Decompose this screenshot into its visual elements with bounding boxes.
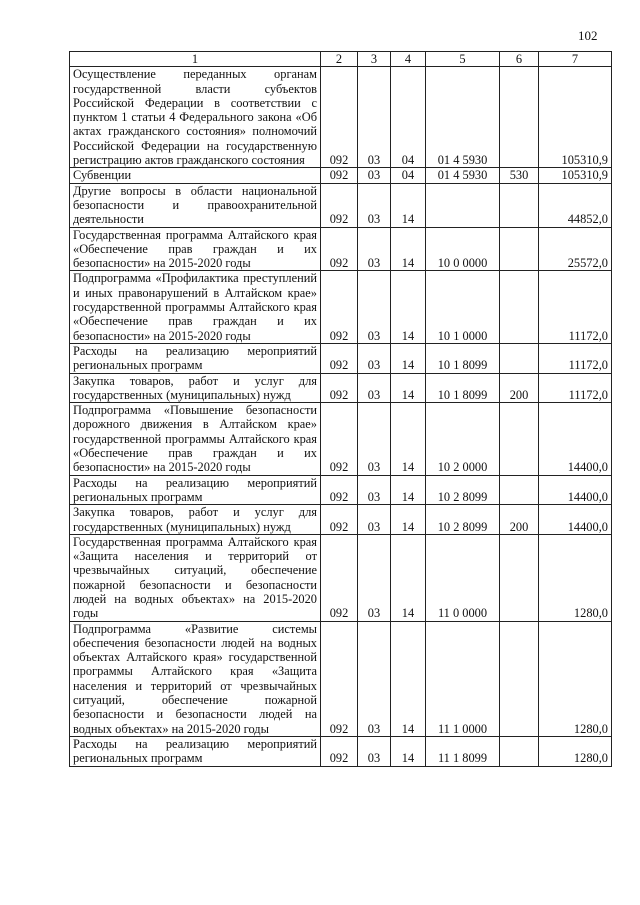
row-amount: 14400,0 <box>539 505 612 535</box>
row-section: 03 <box>358 168 391 183</box>
row-amount: 14400,0 <box>539 475 612 505</box>
row-subsection: 14 <box>391 475 426 505</box>
row-section: 03 <box>358 736 391 766</box>
row-subsection: 14 <box>391 621 426 736</box>
row-target-article: 11 1 0000 <box>426 621 500 736</box>
table-row <box>70 373 612 403</box>
budget-table <box>69 51 612 767</box>
table-row <box>70 227 612 271</box>
row-name: Расходы на реализацию мероприятий региональных программ <box>70 343 321 373</box>
row-ved: 092 <box>321 534 358 621</box>
row-target-article: 10 2 8099 <box>426 505 500 535</box>
row-target-article <box>426 183 500 227</box>
table-row <box>70 534 612 621</box>
row-amount: 105310,9 <box>539 168 612 183</box>
row-subsection: 14 <box>391 183 426 227</box>
row-expense-type <box>500 736 539 766</box>
row-ved: 092 <box>321 373 358 403</box>
row-subsection: 14 <box>391 373 426 403</box>
column-header: 3 <box>358 52 391 67</box>
row-name: Осуществление переданных органам государственной власти субъектов Российской Федерации в соответствии с пунктом 1 статьи 4 Федерального закона «Об актах гражданского состояния» полномочий Российской Федерации на государственную регистрацию актов гражданского состояния <box>70 67 321 168</box>
column-header: 6 <box>500 52 539 67</box>
row-ved: 092 <box>321 621 358 736</box>
row-expense-type <box>500 534 539 621</box>
row-target-article: 01 4 5930 <box>426 168 500 183</box>
row-name: Расходы на реализацию мероприятий региональных программ <box>70 736 321 766</box>
row-name: Другие вопросы в области национальной безопасности и правоохранительной деятельности <box>70 183 321 227</box>
table-row <box>70 505 612 535</box>
column-header: 2 <box>321 52 358 67</box>
row-ved: 092 <box>321 736 358 766</box>
column-header: 5 <box>426 52 500 67</box>
row-ved: 092 <box>321 168 358 183</box>
row-target-article: 11 1 8099 <box>426 736 500 766</box>
header-row <box>70 52 612 67</box>
row-name: Субвенции <box>70 168 321 183</box>
row-amount: 11172,0 <box>539 343 612 373</box>
row-target-article: 10 1 0000 <box>426 271 500 343</box>
table-row <box>70 475 612 505</box>
row-amount: 105310,9 <box>539 67 612 168</box>
column-header: 4 <box>391 52 426 67</box>
row-amount: 1280,0 <box>539 534 612 621</box>
column-header: 7 <box>539 52 612 67</box>
row-expense-type: 200 <box>500 373 539 403</box>
row-section: 03 <box>358 373 391 403</box>
row-target-article: 10 2 0000 <box>426 403 500 475</box>
row-ved: 092 <box>321 67 358 168</box>
row-amount: 1280,0 <box>539 736 612 766</box>
row-subsection: 14 <box>391 227 426 271</box>
table-row <box>70 621 612 736</box>
row-target-article: 10 2 8099 <box>426 475 500 505</box>
row-section: 03 <box>358 403 391 475</box>
page-number: 102 <box>578 28 598 43</box>
row-amount: 11172,0 <box>539 271 612 343</box>
row-expense-type <box>500 183 539 227</box>
row-subsection: 04 <box>391 67 426 168</box>
row-target-article: 10 1 8099 <box>426 373 500 403</box>
row-ved: 092 <box>321 183 358 227</box>
row-name: Расходы на реализацию мероприятий региональных программ <box>70 475 321 505</box>
row-amount: 1280,0 <box>539 621 612 736</box>
row-section: 03 <box>358 67 391 168</box>
row-ved: 092 <box>321 271 358 343</box>
table-row <box>70 736 612 766</box>
row-ved: 092 <box>321 403 358 475</box>
row-name: Подпрограмма «Повышение безопасности дорожного движения в Алтайском крае» государственной программы Алтайского края «Обеспечение прав граждан и их безопасности» на 2015-2020 годы <box>70 403 321 475</box>
row-expense-type <box>500 67 539 168</box>
row-target-article: 10 1 8099 <box>426 343 500 373</box>
row-name: Государственная программа Алтайского края «Защита населения и территорий от чрезвычайных ситуаций, обеспечение пожарной безопасности и безопасности людей на водных объектах» на 2015-2020 годы <box>70 534 321 621</box>
row-expense-type <box>500 475 539 505</box>
row-subsection: 14 <box>391 343 426 373</box>
row-section: 03 <box>358 271 391 343</box>
row-subsection: 14 <box>391 271 426 343</box>
row-ved: 092 <box>321 475 358 505</box>
row-section: 03 <box>358 621 391 736</box>
row-expense-type <box>500 403 539 475</box>
row-subsection: 04 <box>391 168 426 183</box>
row-section: 03 <box>358 343 391 373</box>
row-subsection: 14 <box>391 736 426 766</box>
row-target-article: 11 0 0000 <box>426 534 500 621</box>
row-name: Закупка товаров, работ и услуг для государственных (муниципальных) нужд <box>70 505 321 535</box>
row-expense-type <box>500 227 539 271</box>
row-ved: 092 <box>321 227 358 271</box>
row-name: Государственная программа Алтайского края «Обеспечение прав граждан и их безопасности» на 2015-2020 годы <box>70 227 321 271</box>
row-subsection: 14 <box>391 505 426 535</box>
row-subsection: 14 <box>391 534 426 621</box>
column-header: 1 <box>70 52 321 67</box>
table-row <box>70 343 612 373</box>
table-row <box>70 168 612 183</box>
row-target-article: 01 4 5930 <box>426 67 500 168</box>
row-section: 03 <box>358 227 391 271</box>
row-section: 03 <box>358 183 391 227</box>
row-expense-type <box>500 343 539 373</box>
table-row <box>70 183 612 227</box>
row-amount: 11172,0 <box>539 373 612 403</box>
table-row <box>70 403 612 475</box>
row-amount: 44852,0 <box>539 183 612 227</box>
row-amount: 14400,0 <box>539 403 612 475</box>
row-name: Подпрограмма «Развитие системы обеспечения безопасности людей на водных объектах Алтайского края» государственной программы Алтайского края «Защита населения и территорий от чрезвычайных ситуаций, обеспечение пожарной безопасности и безопасности людей на водных объектах» на 2015-2020 годы <box>70 621 321 736</box>
row-ved: 092 <box>321 505 358 535</box>
row-expense-type <box>500 271 539 343</box>
row-expense-type <box>500 621 539 736</box>
row-amount: 25572,0 <box>539 227 612 271</box>
row-target-article: 10 0 0000 <box>426 227 500 271</box>
row-name: Закупка товаров, работ и услуг для государственных (муниципальных) нужд <box>70 373 321 403</box>
row-section: 03 <box>358 505 391 535</box>
row-expense-type: 530 <box>500 168 539 183</box>
row-ved: 092 <box>321 343 358 373</box>
table-row <box>70 271 612 343</box>
row-section: 03 <box>358 475 391 505</box>
row-expense-type: 200 <box>500 505 539 535</box>
row-section: 03 <box>358 534 391 621</box>
table-row <box>70 67 612 168</box>
row-subsection: 14 <box>391 403 426 475</box>
row-name: Подпрограмма «Профилактика преступлений и иных правонарушений в Алтайском крае» государственной программы Алтайского края «Обеспечение прав граждан и их безопасности» на 2015-2020 годы <box>70 271 321 343</box>
